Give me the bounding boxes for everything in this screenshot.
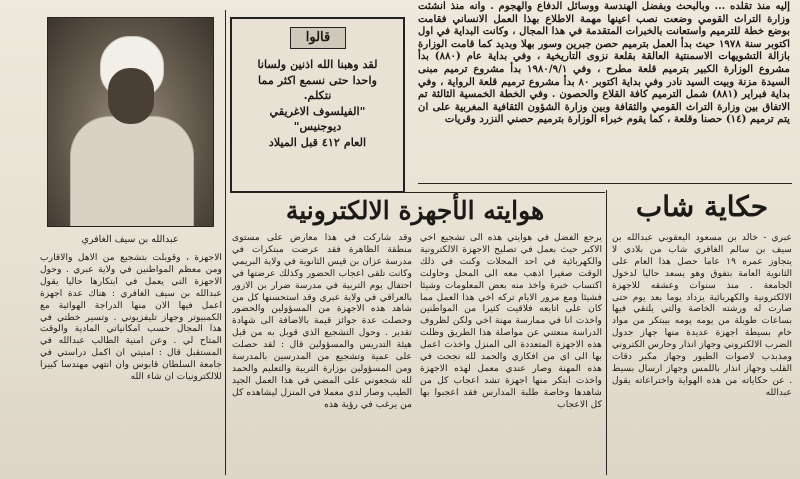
quote-line: العام ٤١٢ قبل الميلاد — [268, 134, 367, 149]
column-rule — [606, 190, 607, 475]
top-right-article-text: إليه منذ تقلده ... وبالبحث وبفضل الهندسة ووسائل الدفاع والهجوم . وانه منذ انشئت وزارة التراث القومي وضعت نصب اعينها مهمة الاطلاع بهذا العمل الانساني فقامت بوضع خطة للترميم واستعانت بالخبرات المتقدمة في هذا المجال ، وكانت البداية في اول اكتوبر سنة ١٩٧٨ حيث بدأ العمل بترميم حصن جبرين وسور بهلا وبديد كما قامت الوزارة بازالة التشويهات الاسمنتية العالقة بقلعة نزوى التاريخية ، وفي بداية عام (٨٨٠) بدأ مشروع الوزارة الكبير بترميم قلعة مطرح ، وفي ١٩٨٠/٩/١ بدأ مشروع ترميم مبنى السيدة مزنة وبيت السيد نادر وفي بداية اكتوبر ٨٠ بدأ مشروع ترميم قلعة الرواية ، وفي بداية فبراير (٨٨١) شمل الترميم كافة القلاع والحصون . وفي الخطة الخمسية الثالثة تم الاتفاق بين وزارة التراث القومي والثقافة وبين وزارة الشؤون الثقافية المغربية على ان يتم ترميم (١٤) حصنا وقلعة ، كما يقوم خبراء الوزارة بترميم حصني النزرد وقريات — [418, 0, 790, 126]
photo-face-shape — [108, 68, 154, 124]
horizontal-rule — [418, 183, 792, 184]
horizontal-rule — [230, 192, 605, 193]
quote-line: لقد وهبنا الله اذنين ولسانا — [257, 57, 378, 71]
column-rule — [225, 10, 226, 475]
quote-line: نتكلم. — [303, 88, 332, 102]
main-headline: هوايته الأجهزة الالكترونية — [285, 196, 545, 225]
quote-line: ديوجنيس" — [293, 119, 342, 133]
quote-box-label: قالوا — [290, 27, 346, 49]
article-column-4: الاجهزة ، وقوبلت بتشجيع من الاهل والاقارب ومن معظم المواطنين في ولاية عبري . وحول الاجهزة التي يعمل في ابتكارها حاليا يقول عبدالله بن سيف الغافري : هناك عدة اجهزة اعمل فيها الان منها الدراجة الهوائية مع الكمبيوتر وجهاز تليفزيوني . وتسير خطتي في هذا المجال حسب امكانياتي المادية والوقت المتاح لي . وعن امنية الطالب عبدالله في المستقبل قال : امنيتي ان اكمل دراستي في جامعة السلطان قابوس وان انتهي مهندسا كبيرا للالكترونيات ان شاء الله — [40, 252, 222, 383]
article-column-3: وقد شاركت في هذا معارض على مستوى منطقة الظاهرة فقد عرضت مبتكرات في مدرسة عزان بن قيس الثانوية في ولاية البريمي وكانت تلقى اعجاب الحضور وكذلك عرضتها في احتفال يوم التربية في مدرسة ضرار بن الازور بالعراقي في ولاية عبري وقد استحسنها كل من شاهد هذه الاجهزة من المسؤولين والحضور وحصلت عدة جوائز قيمة بالاضافة الى شهادة تقدير . وحول التشجيع الذي قوبل به من قبل هيئة التدريس والمسؤولين قال : لقد حصلت على عمية وتشجيع من المدرسين بالمدرسة ومن المسؤولين بوزارة التربية والتعليم والحمد لله شجعوني على المضي في هذا العمل الجيد الطيب وصار لدي معملا في المنزل ليشاهده كل من يرغب في رؤية هذه — [232, 232, 412, 410]
quote-box — [230, 17, 405, 193]
quote-line: واحدا حتى نسمع اكثر مما — [258, 72, 377, 87]
side-headline: حكاية شاب — [635, 190, 769, 223]
photo-body-shape — [70, 116, 194, 227]
article-column-1: عبري - خالد بن مسعود اليعقوبي عبدالله بن سيف بن سالم الغافري شاب من بلادي لا يتجاوز عمره ١٩ عاما حصل هذا العام على الثانوية العامة بتفوق وهو يسعد حاليا لدخول الجامعة . منذ سنوات وعشقه للاجهزة الالكترونية والكهربائية يزداد يوما بعد يوم حتى صارت له ورشته الخاصة والتي يلتقي فيها بساعات طويلة من يومه يومه بيبتكر من مواد خام بسيطة اجهزة عديدة منها جهاز جدول الضرب الالكتروني وجهاز انذار وحارس الكتروني ومذبذب لاصوات الطيور وجهاز مكبر دقات القلب وجهاز انذار باللمس وجهاز ارسال بسيط . عن حكاياته من هذه الهواية واختراعاته يقول عبدالله — [612, 232, 792, 398]
quote-box-text — [240, 57, 395, 150]
article-column-2: يرجع الفضل في هوايتي هذه الى تشجيع اخي الاكبر حيث بعمل في تصليح الاجهزة الالكترونية والكهربائية في احد المحلات وكنت في ذلك الوقت صغيرا اذهب معه الى المحل وحاولت اكتساب خبرة واخذ منه بعض المعلومات وشيئا فشيئا ومع مرور الايام تركه اخي هذا العمل مما كان على اتابعه فلاقيت كثيرا من المواطنين واخذت انا في ممارسة مهنة اخي ولكن لظروف الدراسة منعتني عن مواصلة هذا الطريق وظلت هذه الاجهزة المتعددة الى المنزل واخذت اعمل بها الى اي من افكاري والحمد لله نجحت في هذه المهنة وصار عندي معمل لهذه الاجهزة واخذت ابتكر منها اجهزة تشد اعجاب كل من شاهدها وخاصة طلبة المدارس فقد اعجبوا بها كل الاعجاب — [420, 232, 602, 410]
portrait-photo — [47, 17, 214, 227]
photo-caption: عبدالله بن سيف الغافري — [81, 234, 179, 245]
quote-line: "الفيلسوف الاغريقي — [269, 103, 366, 118]
